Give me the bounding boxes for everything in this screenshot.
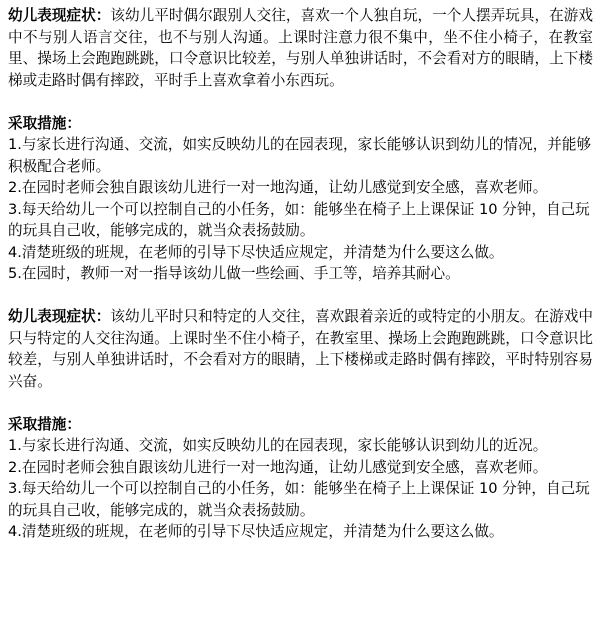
list-item: 1.与家长进行沟通、交流，如实反映幼儿的在园表现，家长能够认识到幼儿的近况。 <box>8 437 548 454</box>
list-item: 3.每天给幼儿一个可以控制自己的小任务，如：能够坐在椅子上上课保证 10 分钟，自己玩的玩具自己收，能够完成的，就当众表扬鼓励。 <box>8 480 590 519</box>
section2-symptoms <box>8 306 593 392</box>
section1-symptom-label: 幼儿表现症状： <box>8 7 111 24</box>
list-item: 2.在园时老师会独自跟该幼儿进行一对一地沟通，让幼儿感觉到安全感，喜欢老师。 <box>8 458 548 476</box>
list-item: 5.在园时，教师一对一指导该幼儿做一些绘画、手工等，培养其耐心。 <box>8 265 460 282</box>
section1-measures-heading: 采取措施： <box>8 114 81 132</box>
section1-measures-list <box>8 134 593 285</box>
list-item: 4.清楚班级的班规，在老师的引导下尽快适应规定，并清楚为什么要这么做。 <box>8 523 504 540</box>
list-item: 3.每天给幼儿一个可以控制自己的小任务，如：能够坐在椅子上上课保证 10 分钟，自己玩的玩具自己收，能够完成的，就当众表扬鼓励。 <box>8 200 590 239</box>
spacer <box>8 285 593 307</box>
section1-symptom-text: 该幼儿平时偶尔跟别人交往，喜欢一个人独自玩，一个人摆弄玩具，在游戏中不与别人语言交往，也不与别人沟通。上课时注意力很不集中，坐不住小椅子，在教室里、操场上会跑跑跳跳，口令意识比较差，与别人单独讲话时，不会看对方的眼睛，上下楼梯或走路时偶有摔跤，平时手上喜欢拿着小东西玩。 <box>8 7 593 89</box>
list-item: 1.与家长进行沟通、交流，如实反映幼儿的在园表现，家长能够认识到幼儿的情况，并能够积极配合老师。 <box>8 136 592 175</box>
list-item: 2.在园时老师会独自跟该幼儿进行一对一地沟通，让幼儿感觉到安全感，喜欢老师。 <box>8 179 548 196</box>
list-item: 4.清楚班级的班规，在老师的引导下尽快适应规定，并清楚为什么要这么做。 <box>8 243 504 261</box>
section2-measures-list <box>8 435 593 543</box>
section2-measures-heading: 采取措施： <box>8 415 81 433</box>
section2-symptom-text: 该幼儿平时只和特定的人交往，喜欢跟着亲近的或特定的小朋友。在游戏中只与特定的人交往沟通。上课时坐不住小椅子，在教室里、操场上会跑跑跳跳，口令意识比较差，与别人单独讲话时，不会看对方的眼睛，上下楼梯或走路时偶有摔跤，平时特别容易兴奋。 <box>8 308 593 390</box>
spacer <box>8 91 593 113</box>
spacer <box>8 392 593 414</box>
section1-symptoms <box>8 5 593 91</box>
section2-symptom-label: 幼儿表现症状： <box>8 308 111 325</box>
